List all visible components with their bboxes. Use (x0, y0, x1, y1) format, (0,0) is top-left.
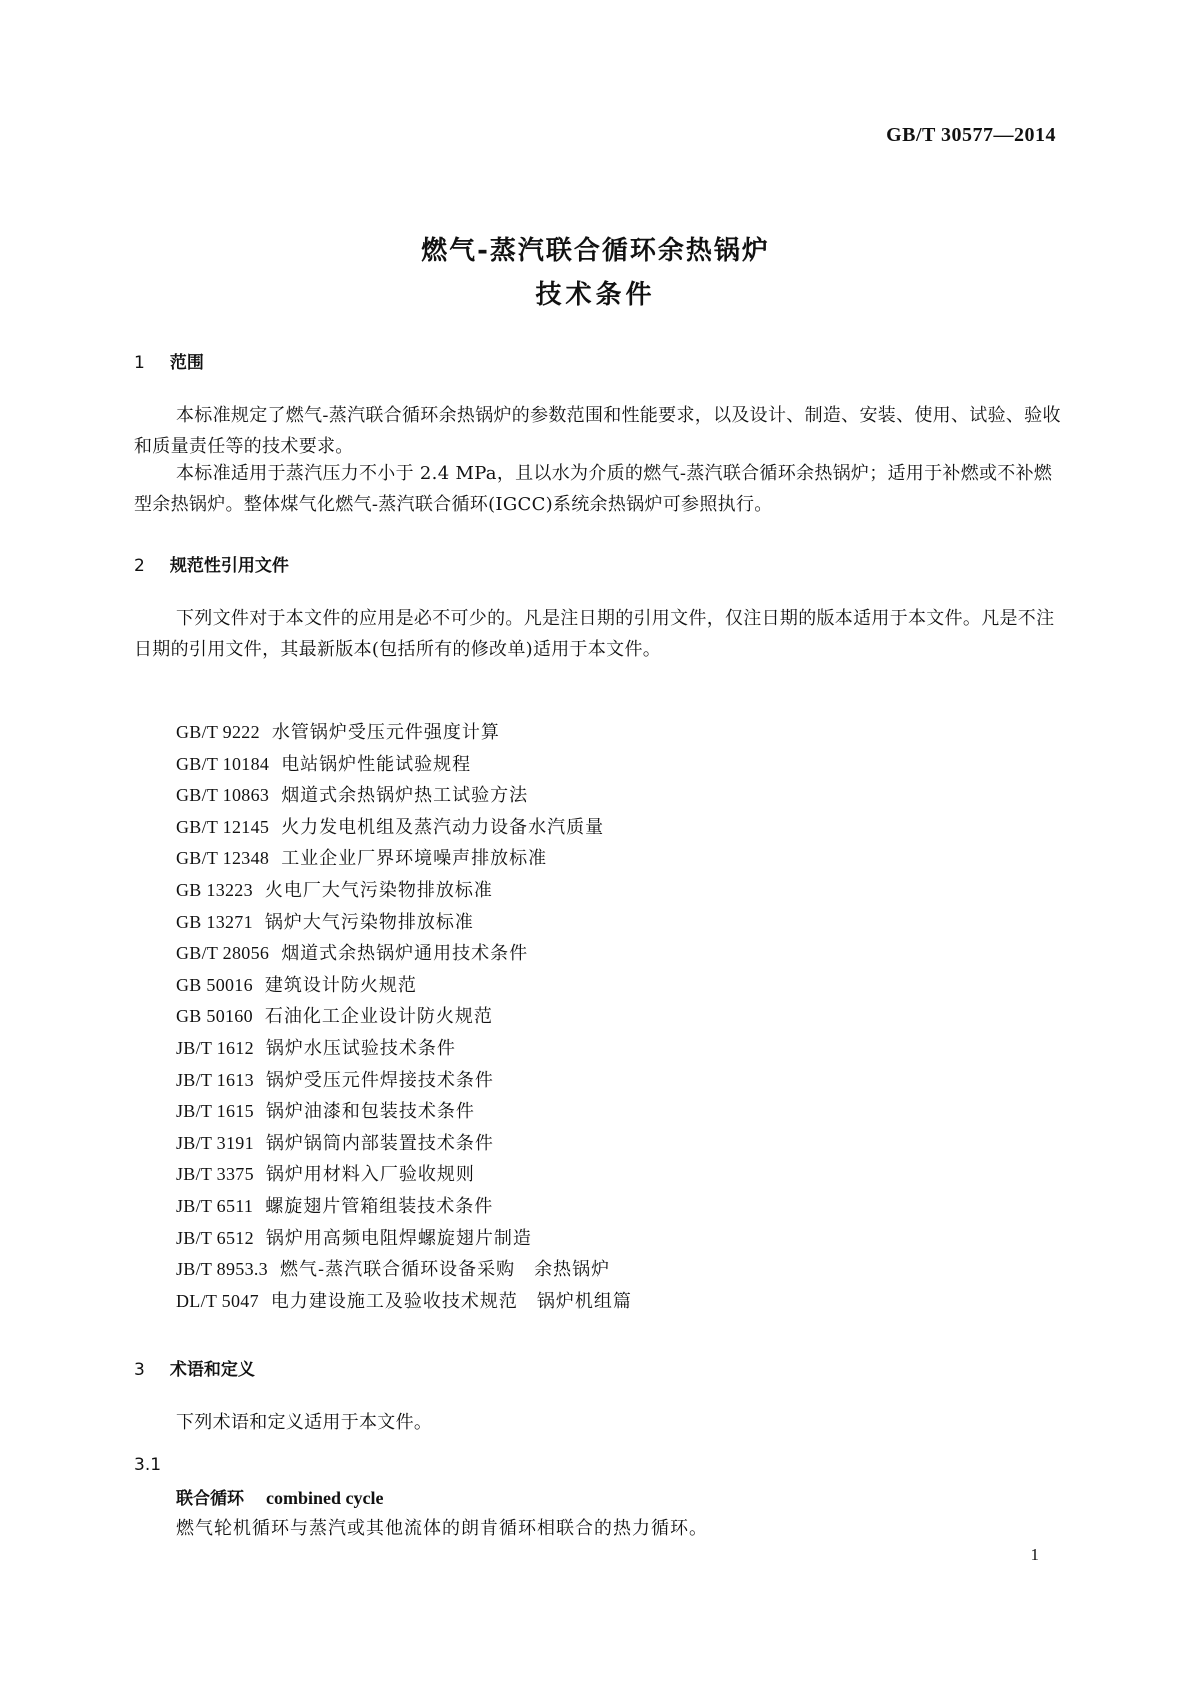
document-subtitle: 技术条件 (535, 280, 656, 310)
page-number: 1 (1030, 1545, 1039, 1564)
term-english: combined cycle (266, 1488, 384, 1508)
reference-name: 电力建设施工及验收技术规范 锅炉机组篇 (270, 1290, 632, 1312)
reference-item (176, 938, 632, 970)
standard-code: GB/T 30577—2014 (886, 124, 1056, 146)
reference-item (176, 907, 632, 939)
reference-code: GB/T 12145 (176, 816, 270, 837)
reference-name: 石油化工企业设计防火规范 (264, 1006, 493, 1028)
reference-code: JB/T 3375 (176, 1164, 254, 1185)
section-heading-scope (134, 348, 204, 373)
reference-name: 锅炉大气污染物排放标准 (264, 911, 474, 933)
section-heading-normative-references (134, 551, 289, 576)
document-title: 燃气-蒸汽联合循环余热锅炉 (421, 236, 770, 266)
section-heading-terms-and-definitions (134, 1355, 255, 1380)
reference-code: JB/T 6511 (176, 1195, 254, 1216)
references-intro-paragraph: 下列文件对于本文件的应用是必不可少的。凡是注日期的引用文件，仅注日期的版本适用于本文件。凡是不注日期的引用文件，其最新版本(包括所有的修改单)适用于本文件。 (134, 608, 1055, 660)
reference-list (176, 717, 632, 1317)
reference-name: 火力发电机组及蒸汽动力设备水汽质量 (281, 816, 605, 838)
reference-name: 火电厂大气污染物排放标准 (264, 879, 493, 901)
reference-code: GB/T 10184 (176, 753, 270, 774)
reference-item (176, 780, 632, 812)
reference-name: 锅炉受压元件焊接技术条件 (265, 1069, 494, 1091)
reference-item (176, 1191, 632, 1223)
scope-paragraph: 本标准适用于蒸汽压力不小于 2.4 MPa，且以水为介质的燃气-蒸汽联合循环余热锅炉；适用于补燃或不补燃型余热锅炉。整体煤气化燃气-蒸汽联合循环(IGCC)系统余热锅炉可参照执行。 (134, 463, 1053, 515)
reference-name: 螺旋翅片管箱组装技术条件 (265, 1195, 494, 1217)
reference-name: 锅炉锅筒内部装置技术条件 (265, 1132, 494, 1154)
reference-code: JB/T 3191 (176, 1132, 254, 1153)
term-entry (176, 1484, 383, 1509)
reference-code: GB 13223 (176, 879, 253, 900)
reference-item (176, 1286, 632, 1318)
reference-item (176, 1128, 632, 1160)
reference-name: 锅炉用材料入厂验收规则 (265, 1164, 475, 1186)
reference-item (176, 717, 632, 749)
reference-item (176, 1159, 632, 1191)
reference-item (176, 1065, 632, 1097)
reference-code: JB/T 1613 (176, 1069, 254, 1090)
reference-item (176, 812, 632, 844)
reference-code: GB/T 28056 (176, 943, 270, 964)
reference-code: JB/T 8953.3 (176, 1259, 268, 1280)
term-chinese: 联合循环 (176, 1489, 244, 1509)
reference-name: 建筑设计防火规范 (264, 974, 417, 996)
reference-item (176, 1033, 632, 1065)
reference-code: GB/T 12348 (176, 848, 270, 869)
section-title: 范围 (169, 353, 204, 373)
reference-name: 锅炉油漆和包装技术条件 (265, 1101, 475, 1123)
reference-item (176, 843, 632, 875)
reference-code: DL/T 5047 (176, 1290, 259, 1311)
section-title: 规范性引用文件 (169, 556, 289, 576)
reference-code: JB/T 6512 (176, 1227, 254, 1248)
reference-code: GB/T 9222 (176, 722, 260, 742)
reference-name: 烟道式余热锅炉热工试验方法 (281, 785, 529, 807)
scope-paragraph: 本标准规定了燃气-蒸汽联合循环余热锅炉的参数范围和性能要求，以及设计、制造、安装、使用、试验、验收和质量责任等的技术要求。 (134, 405, 1061, 457)
reference-code: GB 13271 (176, 911, 253, 932)
reference-item (176, 1001, 632, 1033)
clause-number: 3.1 (134, 1455, 162, 1475)
reference-item (176, 1254, 632, 1286)
reference-item (176, 1096, 632, 1128)
term-definition: 燃气轮机循环与蒸汽或其他流体的朗肯循环相联合的热力循环。 (176, 1518, 708, 1539)
reference-code: JB/T 1615 (176, 1101, 254, 1122)
reference-name: 工业企业厂界环境噪声排放标准 (281, 848, 548, 870)
reference-code: GB 50016 (176, 974, 253, 995)
reference-name: 燃气-蒸汽联合循环设备采购 余热锅炉 (279, 1259, 611, 1281)
reference-item (176, 875, 632, 907)
reference-item (176, 1223, 632, 1255)
section-title: 术语和定义 (169, 1360, 255, 1380)
reference-code: JB/T 1612 (176, 1037, 254, 1058)
reference-name: 锅炉用高频电阻焊螺旋翅片制造 (265, 1227, 532, 1249)
reference-name: 锅炉水压试验技术条件 (265, 1037, 456, 1059)
reference-name: 水管锅炉受压元件强度计算 (271, 722, 500, 743)
reference-code: GB 50160 (176, 1006, 253, 1027)
reference-name: 烟道式余热锅炉通用技术条件 (281, 943, 529, 965)
reference-item (176, 749, 632, 781)
reference-code: GB/T 10863 (176, 785, 270, 806)
section-number: 3 (134, 1360, 145, 1380)
section-number: 2 (134, 556, 145, 576)
section-number: 1 (134, 353, 145, 373)
reference-name: 电站锅炉性能试验规程 (281, 753, 472, 775)
reference-item (176, 970, 632, 1002)
terms-intro-paragraph: 下列术语和定义适用于本文件。 (176, 1412, 433, 1433)
